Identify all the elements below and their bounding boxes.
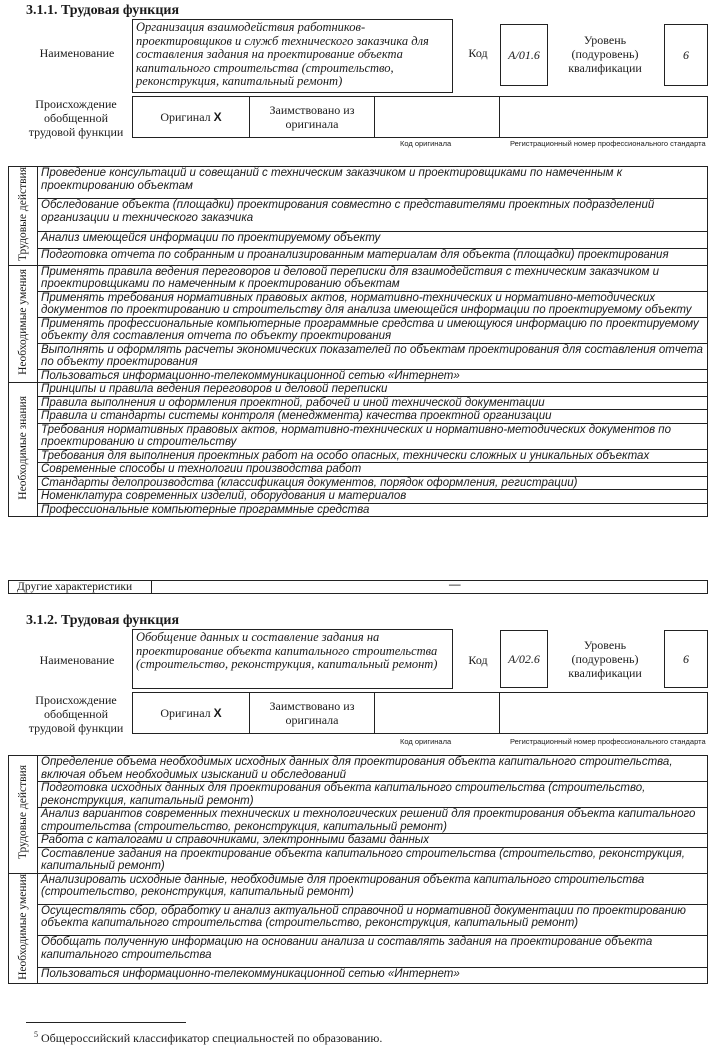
original-label: Оригинал — [160, 706, 211, 720]
table-row — [9, 248, 708, 265]
category-cell — [9, 756, 38, 874]
table-row — [9, 231, 708, 248]
table-row — [9, 410, 708, 424]
category-label: Трудовые действия — [17, 765, 29, 860]
category-cell — [9, 265, 38, 383]
function-name: Организация взаимодействия работников-проектировщиков и служб технического заказчика для составления задания на проектирование объекта капитального строительства (строительство, реконструкция, капитальный ремонт) — [132, 19, 453, 93]
footnote-mark: 5 — [34, 1030, 38, 1039]
other-characteristics-row — [8, 580, 708, 594]
category-label: Трудовые действия — [17, 167, 29, 262]
list-item: Анализ имеющейся информации по проектируемому объекту — [38, 231, 708, 248]
code-original-cell — [374, 96, 500, 138]
list-item: Проведение консультаций и совещаний с техническим заказчиком и проектировщиками по намеченным к проектированию объектам — [38, 167, 708, 199]
reg-number-cell — [499, 692, 708, 734]
table-row — [9, 782, 708, 808]
code-original-caption: Код оригинала — [400, 139, 452, 148]
reg-number-caption: Регистрационный номер профессионального стандарта — [510, 139, 706, 148]
list-item: Анализ вариантов современных технических и технологических решений для проектирования объекта капитального строительства (строительство, реконструкция, капитальный ремонт) — [38, 808, 708, 834]
borrowed-cell: Заимствовано из оригинала — [249, 692, 375, 734]
category-cell — [9, 873, 38, 983]
origin-label: Происхождение обобщенной трудовой функции — [28, 97, 124, 139]
table-row — [9, 343, 708, 369]
level-label: Уровень (подуровень) квалификации — [568, 638, 642, 680]
list-item: Обобщать полученную информацию на основании анализа и составлять задания на проектирование объекта капитального строительства — [38, 936, 708, 967]
category-label: Необходимые знания — [17, 395, 29, 500]
list-item: Работа с каталогами и справочниками, электронными базами данных — [38, 834, 708, 848]
other-characteristics-value: — — [449, 579, 461, 591]
reg-number-caption: Регистрационный номер профессионального стандарта — [510, 737, 706, 746]
code-label: Код — [468, 46, 488, 60]
footnote — [34, 1030, 382, 1046]
table-row — [9, 834, 708, 848]
list-item: Пользоваться информационно-телекоммуникационной сетью «Интернет» — [38, 369, 708, 383]
table-row — [9, 317, 708, 343]
original-cell — [132, 692, 250, 734]
level-value: 6 — [664, 24, 708, 86]
section-title: 3.1.1. Трудовая функция — [26, 3, 180, 18]
list-item: Подготовка отчета по собранным и проанализированным материалам для объекта (площадки) проектирования — [38, 248, 708, 265]
table-row — [9, 291, 708, 317]
list-item: Осуществлять сбор, обработку и анализ актуальной справочной и нормативной документации по проектированию объекта капитального строительства (строительство, реконструкция, капитальный ремонт) — [38, 904, 708, 935]
table-row — [9, 847, 708, 873]
table-row — [9, 383, 708, 397]
other-characteristics-label: Другие характеристики — [17, 581, 133, 593]
table-row — [9, 167, 708, 199]
level-value: 6 — [664, 630, 708, 688]
table-row — [9, 463, 708, 477]
original-cell — [132, 96, 250, 138]
table-row — [9, 423, 708, 449]
borrowed-cell: Заимствовано из оригинала — [249, 96, 375, 138]
list-item: Требования нормативных правовых актов, нормативно-технических и нормативно-методических документов по проектированию и строительству — [38, 423, 708, 449]
table-row — [9, 490, 708, 504]
function-name: Обобщение данных и составление задания на проектирование объекта капитального строительства (строительство, реконструкция, капитальный ремонт) — [132, 629, 453, 689]
list-item: Применять профессиональные компьютерные программные средства и имеющуюся информацию по проектируемому объекту для составления отчета по объекту проектирования — [38, 317, 708, 343]
code-original-cell — [374, 692, 500, 734]
list-item: Профессиональные компьютерные программные средства — [38, 503, 708, 517]
list-item: Подготовка исходных данных для проектирования объекта капитального строительства (строительство, реконструкция, капитальный ремонт) — [38, 782, 708, 808]
origin-label: Происхождение обобщенной трудовой функции — [28, 693, 124, 735]
code-original-caption: Код оригинала — [400, 737, 452, 746]
original-mark: X — [213, 110, 222, 124]
list-item: Составление задания на проектирование объекта капитального строительства (строительство, реконструкция, капитальный ремонт) — [38, 847, 708, 873]
category-label: Необходимые умения — [17, 873, 29, 980]
list-item: Применять правила ведения переговоров и деловой переписки для взаимодействия с техническим заказчиком и проектировщиками по намеченным к проектированию объектам — [38, 265, 708, 291]
code-value: A/02.6 — [500, 630, 548, 688]
section-title: 3.1.2. Трудовая функция — [26, 613, 180, 628]
table-row — [9, 265, 708, 291]
table-row — [9, 904, 708, 935]
code-value: A/01.6 — [500, 24, 548, 86]
list-item: Выполнять и оформлять расчеты экономических показателей по объектам проектирования для составления отчета по объекту проектирования — [38, 343, 708, 369]
original-label: Оригинал — [160, 110, 211, 124]
level-label: Уровень (подуровень) квалификации — [568, 33, 642, 75]
name-label: Наименование — [39, 46, 115, 60]
category-cell — [9, 383, 38, 517]
original-mark: X — [213, 706, 222, 720]
category-cell — [9, 167, 38, 266]
table-row — [9, 967, 708, 983]
name-label: Наименование — [39, 653, 115, 667]
list-item: Требования для выполнения проектных работ на особо опасных, технически сложных и уникальных объектах — [38, 449, 708, 463]
list-item: Пользоваться информационно-телекоммуникационной сетью «Интернет» — [38, 967, 708, 983]
list-item: Принципы и правила ведения переговоров и деловой переписки — [38, 383, 708, 397]
table-row — [9, 503, 708, 517]
list-item: Определение объема необходимых исходных данных для проектирования объекта капитального строительства, включая объем необходимых изысканий и обследований — [38, 756, 708, 782]
table-row — [9, 808, 708, 834]
footnote-divider — [26, 1022, 186, 1023]
table-row — [9, 873, 708, 904]
list-item: Современные способы и технологии производства работ — [38, 463, 708, 477]
function-table — [8, 166, 708, 517]
list-item: Стандарты делопроизводства (классификация документов, порядок оформления, регистрации) — [38, 476, 708, 490]
table-row — [9, 936, 708, 967]
footnote-text: Общероссийский классификатор специальностей по образованию. — [41, 1031, 383, 1045]
list-item: Анализировать исходные данные, необходимые для проектирования объекта капитального строительства (строительство, реконструкция, капитальный ремонт) — [38, 873, 708, 904]
table-row — [9, 199, 708, 231]
list-item: Правила выполнения и оформления проектной, рабочей и иной технической документации — [38, 396, 708, 410]
reg-number-cell — [499, 96, 708, 138]
list-item: Номенклатура современных изделий, оборудования и материалов — [38, 490, 708, 504]
list-item: Правила и стандарты системы контроля (менеджмента) качества проектной организации — [38, 410, 708, 424]
table-row — [9, 756, 708, 782]
category-label: Необходимые умения — [17, 269, 29, 375]
function-table — [8, 755, 708, 984]
list-item: Обследование объекта (площадки) проектирования совместно с представителями проектных подразделений организации и технического заказчика — [38, 199, 708, 231]
table-row — [9, 369, 708, 383]
list-item: Применять требования нормативных правовых актов, нормативно-технических и нормативно-методических документов по проектированию и строительству для анализа имеющейся информации по проектируемому объекту — [38, 291, 708, 317]
code-label: Код — [468, 653, 488, 667]
table-row — [9, 476, 708, 490]
table-row — [9, 396, 708, 410]
table-row — [9, 449, 708, 463]
